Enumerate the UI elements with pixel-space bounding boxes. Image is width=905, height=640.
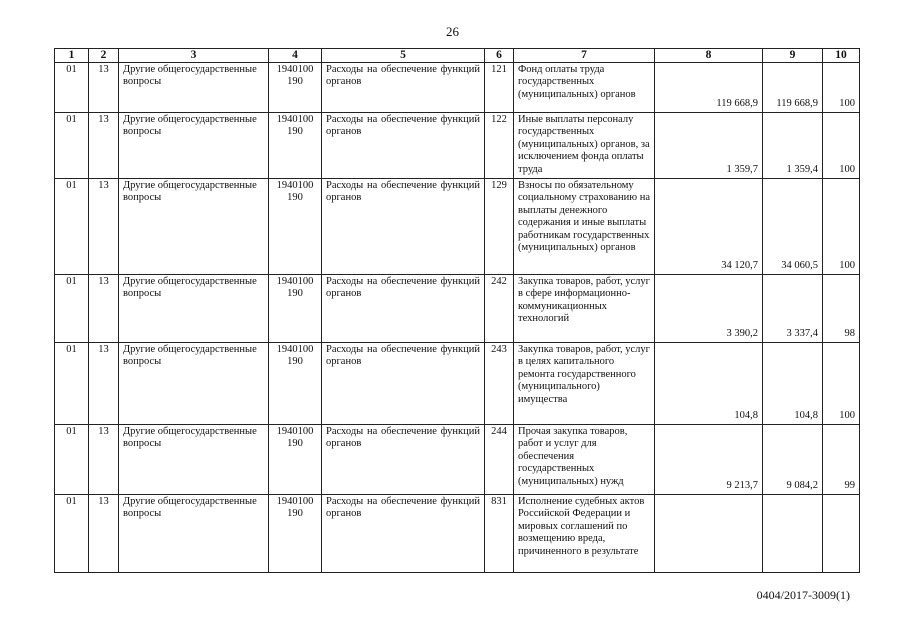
subsection-code: 13 xyxy=(89,274,119,342)
executed-amount: 3 337,4 xyxy=(763,274,823,342)
article-name: Расходы на обеспечение функций органов xyxy=(322,112,485,178)
section-name: Другие общегосударственные вопросы xyxy=(119,178,269,274)
expense-type-code: 129 xyxy=(485,178,514,274)
planned-amount: 9 213,7 xyxy=(655,424,763,494)
budget-table xyxy=(54,48,860,573)
expense-type-code: 242 xyxy=(485,274,514,342)
column-header: 6 xyxy=(485,49,514,63)
execution-percent xyxy=(823,494,860,572)
column-header: 7 xyxy=(514,49,655,63)
column-header: 10 xyxy=(823,49,860,63)
section-code: 01 xyxy=(55,342,89,424)
target-article: 1940100 190 xyxy=(269,274,322,342)
table-row xyxy=(55,342,860,424)
section-code: 01 xyxy=(55,178,89,274)
executed-amount: 34 060,5 xyxy=(763,178,823,274)
article-name: Расходы на обеспечение функций органов xyxy=(322,274,485,342)
expense-type-name: Прочая закупка товаров, работ и услуг для обеспечения государственных (муниципальных) нужд xyxy=(514,424,655,494)
expense-type-name: Закупка товаров, работ, услуг в целях капитального ремонта государственного (муниципального) имущества xyxy=(514,342,655,424)
column-header: 4 xyxy=(269,49,322,63)
expense-type-name: Иные выплаты персоналу государственных (муниципальных) органов, за исключением фонда оплаты труда xyxy=(514,112,655,178)
column-header: 9 xyxy=(763,49,823,63)
document-code: 0404/2017-3009(1) xyxy=(756,588,850,602)
planned-amount xyxy=(655,494,763,572)
table-row xyxy=(55,424,860,494)
executed-amount: 1 359,4 xyxy=(763,112,823,178)
expense-type-code: 831 xyxy=(485,494,514,572)
table-row xyxy=(55,178,860,274)
expense-type-code: 243 xyxy=(485,342,514,424)
section-name: Другие общегосударственные вопросы xyxy=(119,424,269,494)
column-header: 1 xyxy=(55,49,89,63)
section-name: Другие общегосударственные вопросы xyxy=(119,62,269,112)
subsection-code: 13 xyxy=(89,62,119,112)
section-name: Другие общегосударственные вопросы xyxy=(119,342,269,424)
target-article: 1940100 190 xyxy=(269,62,322,112)
article-name: Расходы на обеспечение функций органов xyxy=(322,62,485,112)
executed-amount xyxy=(763,494,823,572)
target-article: 1940100 190 xyxy=(269,494,322,572)
column-header: 8 xyxy=(655,49,763,63)
header-row xyxy=(55,49,860,63)
expense-type-code: 244 xyxy=(485,424,514,494)
article-name: Расходы на обеспечение функций органов xyxy=(322,424,485,494)
table-row xyxy=(55,494,860,572)
expense-type-code: 122 xyxy=(485,112,514,178)
subsection-code: 13 xyxy=(89,494,119,572)
expense-type-name: Фонд оплаты труда государственных (муниципальных) органов xyxy=(514,62,655,112)
target-article: 1940100 190 xyxy=(269,178,322,274)
section-code: 01 xyxy=(55,274,89,342)
executed-amount: 119 668,9 xyxy=(763,62,823,112)
table-row xyxy=(55,112,860,178)
subsection-code: 13 xyxy=(89,178,119,274)
expense-type-name: Закупка товаров, работ, услуг в сфере информационно-коммуникационных технологий xyxy=(514,274,655,342)
article-name: Расходы на обеспечение функций органов xyxy=(322,494,485,572)
table-row xyxy=(55,274,860,342)
executed-amount: 104,8 xyxy=(763,342,823,424)
expense-type-code: 121 xyxy=(485,62,514,112)
target-article: 1940100 190 xyxy=(269,424,322,494)
article-name: Расходы на обеспечение функций органов xyxy=(322,178,485,274)
execution-percent: 100 xyxy=(823,112,860,178)
section-code: 01 xyxy=(55,424,89,494)
section-name: Другие общегосударственные вопросы xyxy=(119,274,269,342)
section-code: 01 xyxy=(55,62,89,112)
section-code: 01 xyxy=(55,494,89,572)
expense-type-name: Исполнение судебных актов Российской Федерации и мировых соглашений по возмещению вреда, причиненного в результате xyxy=(514,494,655,572)
planned-amount: 3 390,2 xyxy=(655,274,763,342)
article-name: Расходы на обеспечение функций органов xyxy=(322,342,485,424)
planned-amount: 1 359,7 xyxy=(655,112,763,178)
column-header: 5 xyxy=(322,49,485,63)
planned-amount: 119 668,9 xyxy=(655,62,763,112)
execution-percent: 98 xyxy=(823,274,860,342)
section-name: Другие общегосударственные вопросы xyxy=(119,112,269,178)
section-name: Другие общегосударственные вопросы xyxy=(119,494,269,572)
target-article: 1940100 190 xyxy=(269,342,322,424)
target-article: 1940100 190 xyxy=(269,112,322,178)
section-code: 01 xyxy=(55,112,89,178)
column-header: 2 xyxy=(89,49,119,63)
planned-amount: 34 120,7 xyxy=(655,178,763,274)
executed-amount: 9 084,2 xyxy=(763,424,823,494)
subsection-code: 13 xyxy=(89,342,119,424)
execution-percent: 99 xyxy=(823,424,860,494)
execution-percent: 100 xyxy=(823,62,860,112)
column-header: 3 xyxy=(119,49,269,63)
table-row xyxy=(55,62,860,112)
execution-percent: 100 xyxy=(823,178,860,274)
page-number: 26 xyxy=(446,24,459,39)
execution-percent: 100 xyxy=(823,342,860,424)
expense-type-name: Взносы по обязательному социальному страхованию на выплаты денежного содержания и иные выплаты работникам государственных (муниципальных) органов xyxy=(514,178,655,274)
subsection-code: 13 xyxy=(89,424,119,494)
subsection-code: 13 xyxy=(89,112,119,178)
planned-amount: 104,8 xyxy=(655,342,763,424)
